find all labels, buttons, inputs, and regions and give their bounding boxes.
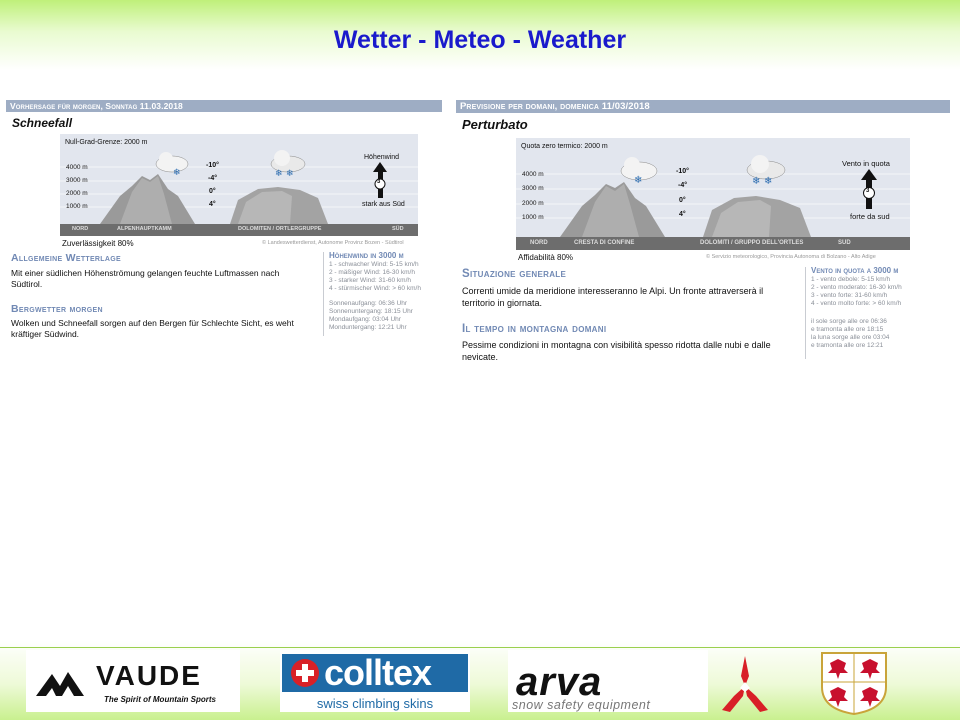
colltex-logo bbox=[280, 650, 470, 712]
wind-text: stark aus Süd bbox=[362, 201, 405, 208]
sun-moon-item: Sonnenuntergang: 18:15 Uhr bbox=[329, 308, 413, 315]
swiss-cross-icon bbox=[290, 658, 320, 688]
colltex-slogan: swiss climbing skins bbox=[316, 696, 434, 711]
colltex-wordmark: colltex bbox=[282, 654, 468, 692]
ground-label-left: CRESTA DI CONFINE bbox=[574, 240, 635, 246]
temperature-label: -10° bbox=[676, 168, 689, 175]
ground-label-left: ALPENHAUPTKAMM bbox=[117, 226, 172, 232]
arva-slogan: snow safety equipment bbox=[512, 698, 651, 712]
wind-scale-item: 4 - stürmischer Wind: > 60 km/h bbox=[329, 285, 421, 292]
section-title: Bergwetter morgen bbox=[11, 303, 103, 315]
wind-level: 3 bbox=[866, 188, 870, 194]
sun-moon-item: Mondaufgang: 03:04 Uhr bbox=[329, 316, 401, 323]
altitude-label: 4000 m bbox=[522, 171, 544, 178]
snow-cloud-left-icon bbox=[621, 157, 657, 186]
svg-text:❄: ❄ bbox=[752, 176, 761, 187]
page-title: Wetter - Meteo - Weather bbox=[333, 26, 627, 54]
chart-graphic bbox=[516, 138, 910, 250]
wind-level: 3 bbox=[377, 179, 381, 185]
credit-line: © Servizio meteorologico, Provincia Autonoma di Bolzano - Alto Adige bbox=[706, 254, 876, 260]
wind-scale-item: 4 - vento molto forte: > 60 km/h bbox=[811, 300, 902, 307]
section-title: Il tempo in montagna domani bbox=[462, 323, 607, 335]
sun-moon-item: il sole sorge alle ore 06:36 bbox=[811, 318, 887, 325]
ground-label-north: NORD bbox=[72, 226, 89, 232]
section-text: Correnti umide da meridione interesseranno le Alpi. Un fronte attraverserà il territorio in giornata. bbox=[462, 286, 764, 308]
credit-line: © Landeswetterdienst, Autonome Provinz Bozen - Südtirol bbox=[262, 240, 404, 246]
sun-moon-item: la luna sorge alle ore 03:04 bbox=[811, 334, 890, 341]
wind-info-sidebar-italian bbox=[805, 267, 941, 359]
section-title: Situazione generale bbox=[462, 268, 567, 280]
arva-wordmark: arva bbox=[516, 660, 603, 704]
svg-text:❄: ❄ bbox=[286, 168, 294, 178]
reliability: Zuverlässigkeit 80% bbox=[62, 239, 134, 248]
forecast-summary: Perturbato bbox=[462, 117, 528, 132]
section-title: Allgemeine Wetterlage bbox=[11, 252, 121, 264]
section-text: Mit einer südlichen Höhenströmung gelangen feuchte Luftmassen nach Südtirol. bbox=[11, 268, 280, 289]
svg-text:❄: ❄ bbox=[275, 168, 283, 178]
ground-label-right: DOLOMITI / GRUPPO DELL'ORTLES bbox=[700, 240, 804, 246]
altitude-label: 4000 m bbox=[66, 164, 88, 171]
altitude-label: 3000 m bbox=[66, 177, 88, 184]
wind-scale-item: 3 - vento forte: 31-60 km/h bbox=[811, 292, 888, 299]
snow-cloud-left-icon bbox=[156, 152, 188, 177]
temperature-label: -4° bbox=[678, 182, 688, 189]
arva-logo bbox=[508, 650, 708, 712]
ground-label-right: DOLOMITEN / ORTLERGRUPPE bbox=[238, 226, 322, 232]
svg-text:❄: ❄ bbox=[173, 167, 181, 177]
temperature-label: -10° bbox=[206, 162, 219, 169]
altitude-label: 3000 m bbox=[522, 185, 544, 192]
section-text: Pessime condizioni in montagna con visibilità spesso ridotta dalle nubi e dalle nevicate. bbox=[462, 340, 771, 362]
freezing-level: Quota zero termico: 2000 m bbox=[521, 143, 608, 150]
sidebar-title: Höhenwind in 3000 m bbox=[329, 251, 404, 260]
forecast-date-bar: Vorhersage für morgen, Sonntag 11.03.2018 bbox=[6, 100, 442, 112]
temperature-label: 0° bbox=[209, 188, 216, 195]
mountain-weather-chart-german bbox=[60, 134, 418, 236]
temperature-label: -4° bbox=[208, 175, 218, 182]
altitude-label: 1000 m bbox=[66, 203, 88, 210]
ground-label-north: NORD bbox=[530, 240, 548, 246]
vaude-slogan: The Spirit of Mountain Sports bbox=[104, 695, 216, 704]
sun-moon-item: Monduntergang: 12:21 Uhr bbox=[329, 324, 407, 331]
forecast-panel-german bbox=[6, 100, 442, 130]
snow-cloud-right-icon bbox=[271, 150, 305, 178]
sidebar-title: Vento in quota a 3000 m bbox=[811, 266, 899, 275]
wind-text: forte da sud bbox=[850, 212, 890, 221]
temperature-label: 0° bbox=[679, 197, 686, 204]
forecast-panel-italian bbox=[456, 100, 950, 132]
sun-moon-item: Sonnenaufgang: 06:36 Uhr bbox=[329, 300, 408, 307]
wind-scale-item: 3 - starker Wind: 31-60 km/h bbox=[329, 277, 411, 284]
arva-symbol-icon bbox=[716, 652, 774, 716]
ground-label-south: SÜD bbox=[392, 226, 404, 232]
wind-title: Vento in quota bbox=[842, 159, 890, 168]
altitude-label: 2000 m bbox=[66, 190, 88, 197]
wind-title: Höhenwind bbox=[364, 154, 400, 161]
wind-scale-item: 1 - vento debole: 5-15 km/h bbox=[811, 276, 891, 283]
footer-divider bbox=[0, 647, 960, 648]
eagle-coat-of-arms-icon bbox=[820, 651, 888, 715]
chart-graphic bbox=[60, 134, 418, 236]
vaude-logo bbox=[26, 650, 240, 712]
wind-scale-item: 2 - mäßiger Wind: 16-30 km/h bbox=[329, 269, 415, 276]
reliability: Affidabilità 80% bbox=[518, 253, 573, 262]
temperature-label: 4° bbox=[209, 201, 216, 208]
ground-label-south: SUD bbox=[838, 240, 851, 246]
mountain-weather-chart-italian bbox=[516, 138, 910, 250]
temperature-label: 4° bbox=[679, 211, 686, 218]
mountain-logo-icon bbox=[34, 664, 94, 704]
freezing-level: Null-Grad-Grenze: 2000 m bbox=[65, 139, 148, 146]
vaude-wordmark: VAUDE bbox=[96, 660, 202, 691]
sun-moon-item: e tramonta alle ore 18:15 bbox=[811, 326, 884, 333]
svg-text:❄: ❄ bbox=[634, 175, 643, 186]
forecast-summary: Schneefall bbox=[12, 116, 73, 130]
altitude-label: 2000 m bbox=[522, 200, 544, 207]
snow-cloud-right-icon bbox=[747, 155, 785, 187]
wind-info-sidebar-german bbox=[323, 252, 444, 336]
wind-scale-item: 1 - schwacher Wind: 5-15 km/h bbox=[329, 261, 419, 268]
forecast-date-bar: Previsione per domani, domenica 11/03/2018 bbox=[456, 100, 950, 113]
wind-scale-item: 2 - vento moderato: 16-30 km/h bbox=[811, 284, 902, 291]
section-text: Wolken und Schneefall sorgen auf den Bergen für Schlechte Sicht, es weht kräftiger Südwind. bbox=[11, 318, 294, 339]
altitude-label: 1000 m bbox=[522, 214, 544, 221]
svg-text:❄: ❄ bbox=[764, 176, 773, 187]
sun-moon-item: e tramonta alle ore 12:21 bbox=[811, 342, 884, 349]
